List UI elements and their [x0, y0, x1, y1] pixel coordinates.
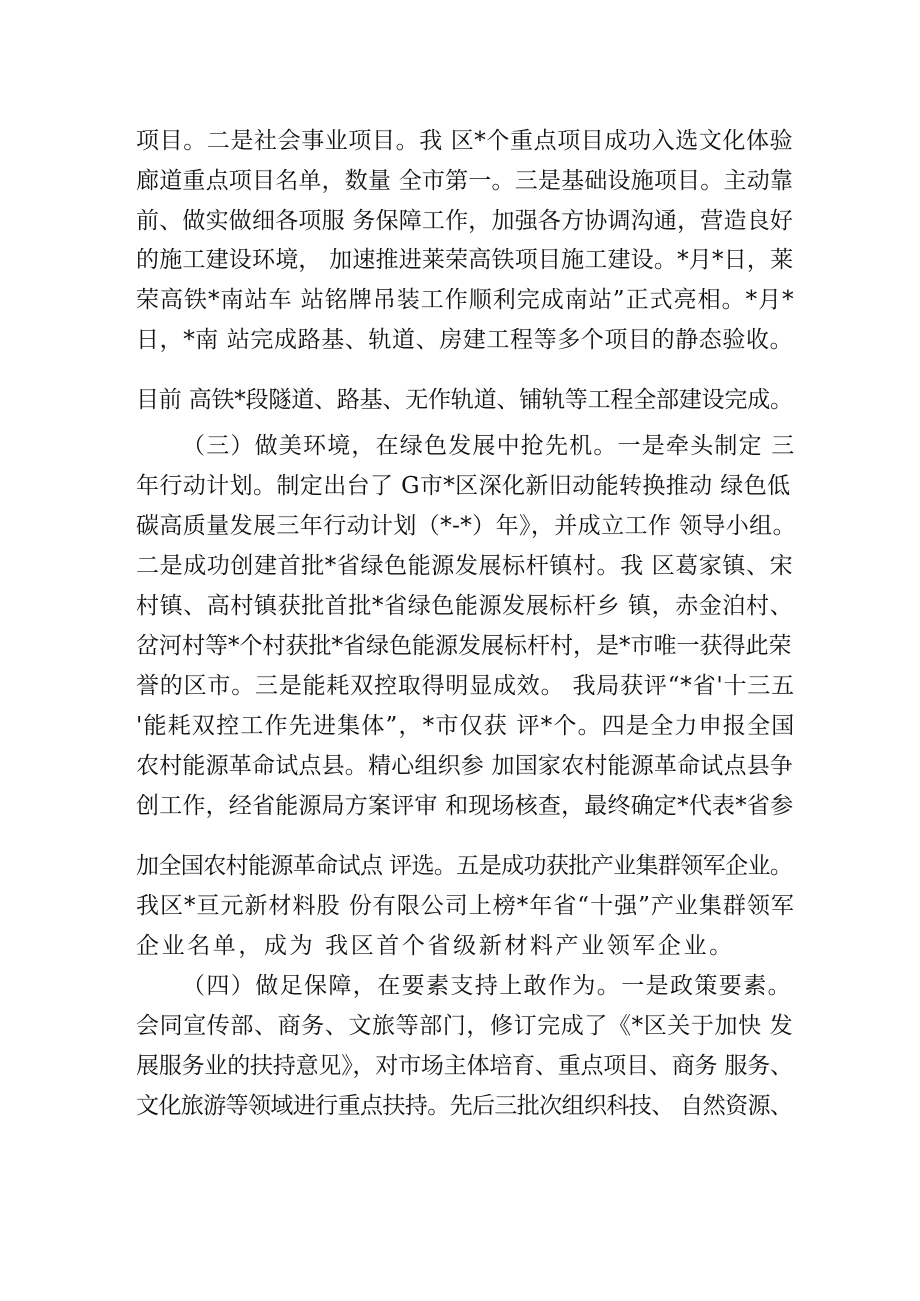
text-line: 农村能源革命试点县。精心组织参 加国家农村能源革命试点县争 [136, 753, 794, 779]
text-line: 项目。二是社会事业项目。我 区*个重点项目成功入选文化体验 [136, 128, 794, 154]
text-line: 前、做实做细各项服 务保障工作，加强各方协调沟通，营造良好 [136, 208, 794, 234]
text-line: 会同宣传部、商务、文旅等部门，修订完成了《*区关于加快 发 [136, 1013, 794, 1039]
text-line: 荣高铁*南站车 站铭牌吊装工作顺利完成南站”正式亮相。*月* [136, 287, 795, 313]
text-line: 年行动计划。制定出台了 G市*区深化新旧动能转换推动 绿色低 [136, 473, 791, 499]
text-line: 创工作，经省能源局方案评审 和现场核查，最终确定*代表*省参 [136, 793, 794, 819]
text-line: 加全国农村能源革命试点 评选。五是成功获批产业集群领军企业。 [136, 853, 793, 879]
section-heading-three: （三）做美环境，在绿色发展中抢先机。一是牵头制定 三 [182, 433, 796, 459]
text-line: 廊道重点项目名单，数量 全市第一。三是基础设施项目。主动靠 [136, 168, 794, 194]
text-line: 日，*南 站完成路基、轨道、房建工程等多个项目的静态验收。 [136, 327, 794, 353]
text-line: 文化旅游等领域进行重点扶持。先后三批次组织科技、 自然资源、 [136, 1093, 793, 1119]
text-line: 岔河村等*个村获批*省绿色能源发展标杆村，是*市唯一获得此荣 [136, 633, 792, 659]
text-line: '能耗双控工作先进集体”，*市仅获 评*个。四是全力申报全国 [136, 713, 796, 739]
text-line: 的施工建设环境， 加速推进莱荣高铁项目施工建设。*月*日，莱 [136, 247, 794, 273]
text-line: 村镇、高村镇获批首批*省绿色能源发展标杆乡 镇，赤金泊村、 [136, 593, 794, 619]
text-line: 目前 高铁*段隧道、路基、无作轨道、铺轨等工程全部建设完成。 [136, 387, 793, 413]
text-line: 我区*亘元新材料股 份有限公司上榜*年省“十强”产业集群领军 [136, 893, 795, 919]
text-line: 碳高质量发展三年行动计划（*-*）年》，并成立工作 领导小组。 [136, 513, 796, 539]
text-line: 企业名单，成为 我区首个省级新材料产业领军企业。 [136, 933, 735, 959]
text-line: 二是成功创建首批*省绿色能源发展标杆镇村。我 区葛家镇、宋 [136, 553, 794, 579]
text-line: 展服务业的扶持意见》，对市场主体培育、重点项目、商务 服务、 [136, 1053, 793, 1079]
section-heading-four: （四）做足保障，在要素支持上敢作为。一是政策要素。 [182, 973, 792, 999]
text-line: 誉的区市。三是能耗双控取得明显成效。 我局获评“*省'十三五 [136, 673, 795, 699]
